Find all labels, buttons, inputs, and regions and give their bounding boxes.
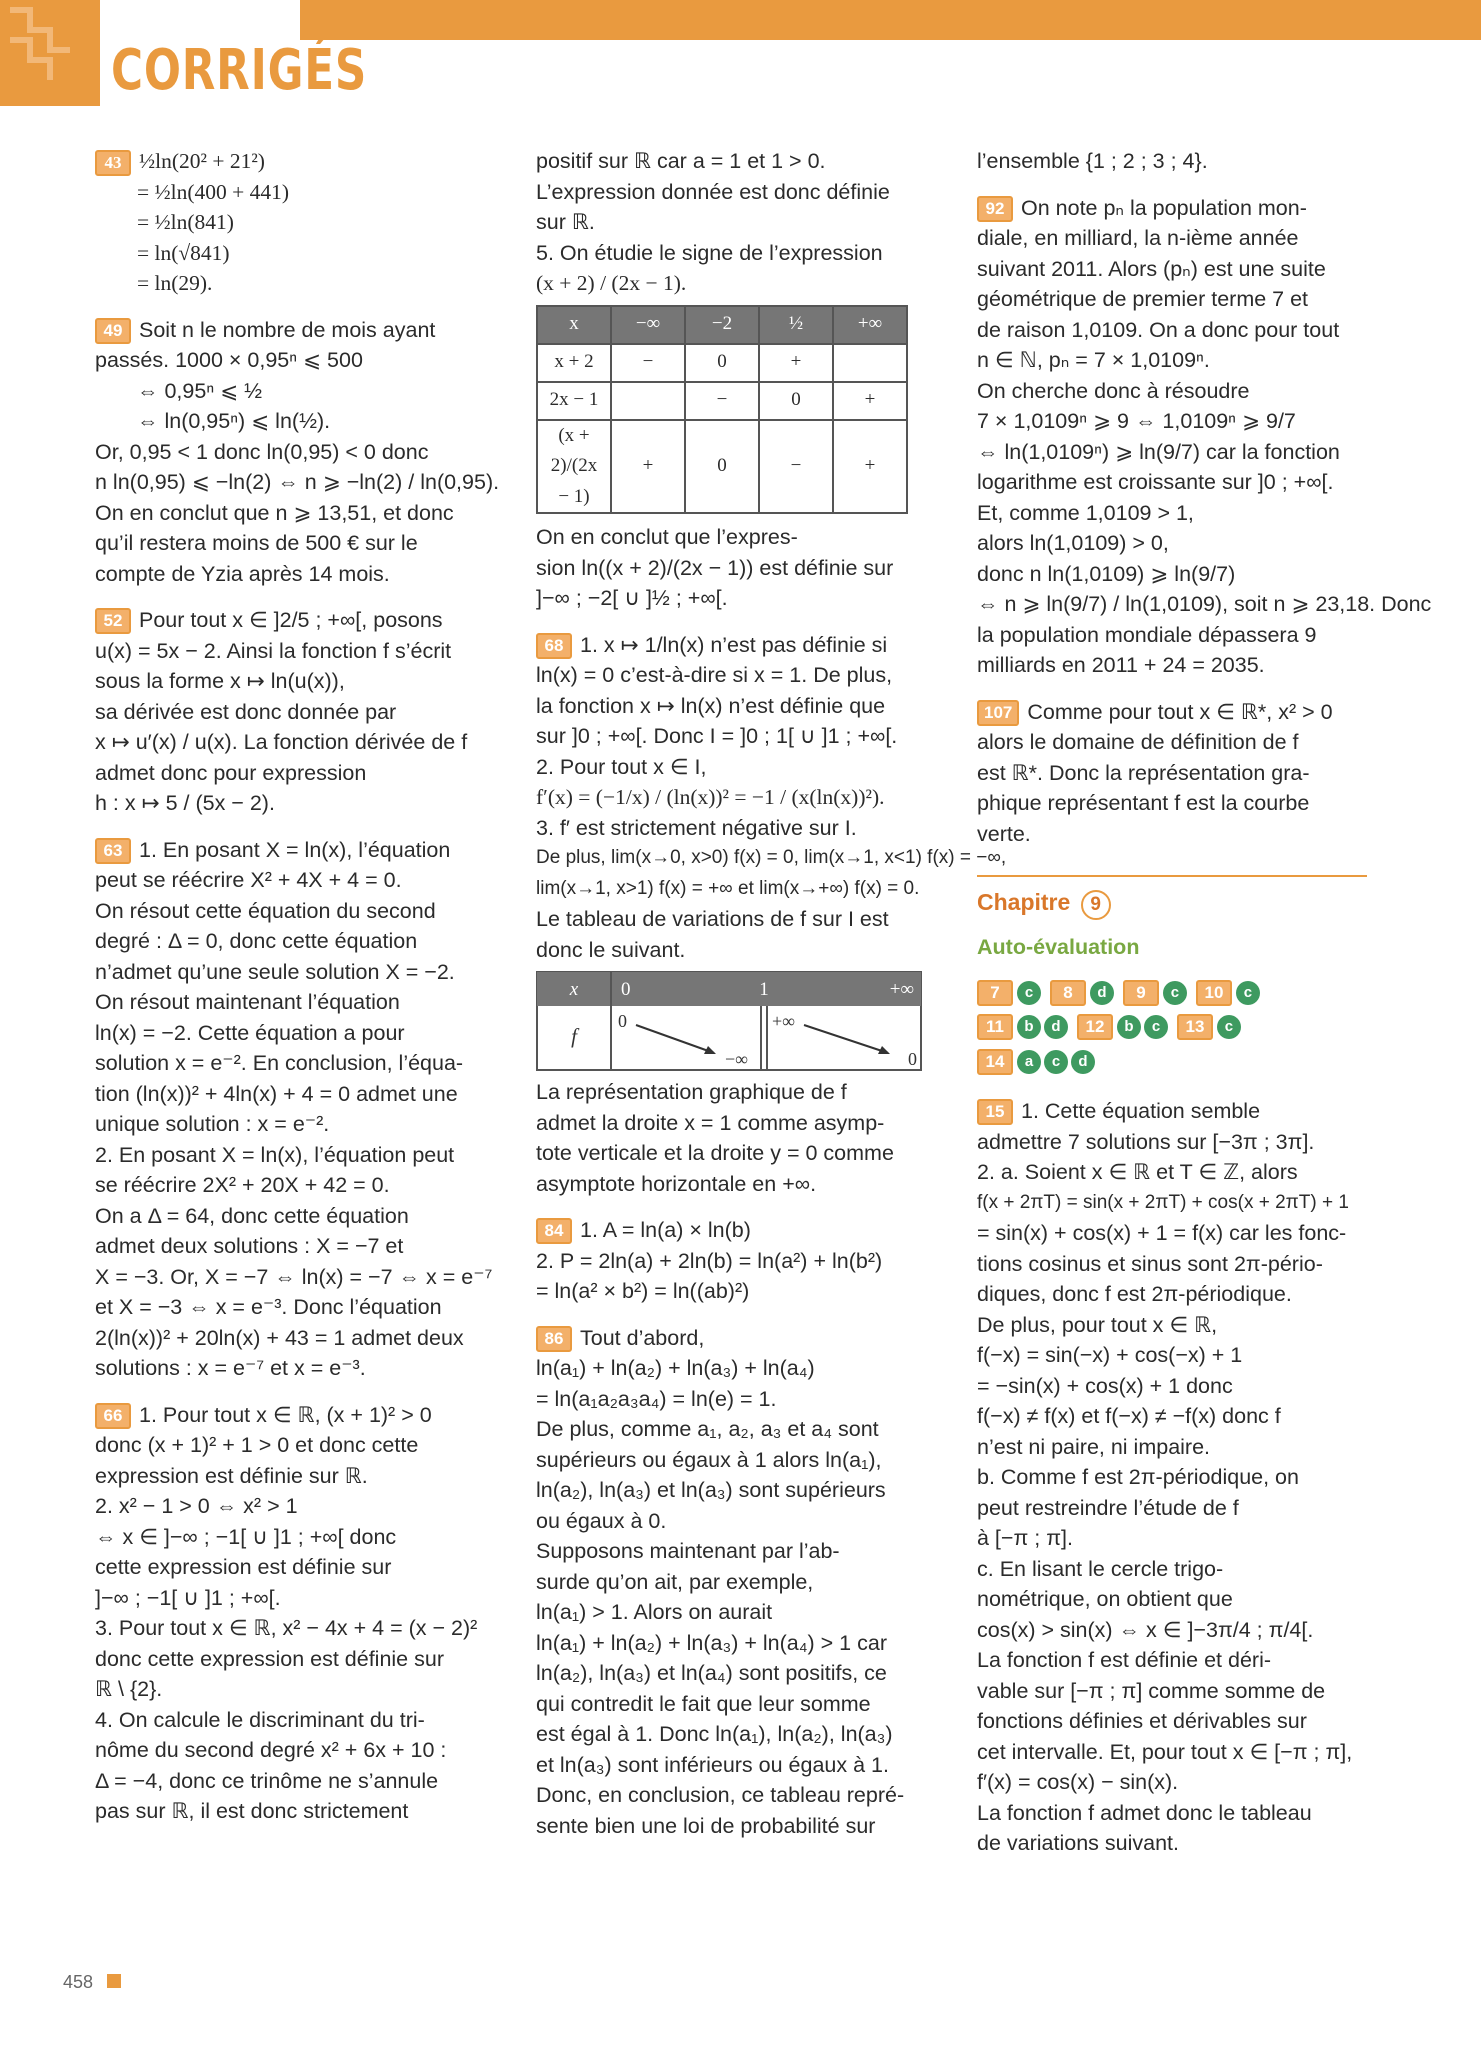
question-number: 14 <box>977 1049 1013 1075</box>
text-line: sa dérivée est donc donnée par <box>95 699 397 724</box>
exercise-92 <box>977 193 1432 681</box>
var-x-label: x <box>569 979 579 1000</box>
question-number: 8 <box>1050 980 1086 1006</box>
var-x-value: +∞ <box>889 979 914 1000</box>
text-line: = ln(a₁a₂a₃a₄) = ln(e) = 1. <box>536 1386 777 1411</box>
text-line: tion (ln(x))² + 4ln(x) + 4 = 0 admet une <box>95 1081 458 1106</box>
column-3 <box>977 146 1432 1875</box>
text-line: passés. 1000 × 0,95ⁿ ⩽ 500 <box>95 348 363 372</box>
text-line: La fonction f admet donc le tableau <box>977 1800 1312 1825</box>
text-line: Comme pour tout x ∈ ℝ*, x² > 0 <box>1027 699 1333 724</box>
question-number: 11 <box>977 1014 1013 1040</box>
text-line: sente bien une loi de probabilité sur <box>536 1813 876 1838</box>
chapter-heading <box>977 875 1367 920</box>
text-line: surde qu’on ait, par exemple, <box>536 1569 814 1594</box>
text-line: l’ensemble {1 ; 2 ; 3 ; 4}. <box>977 149 1208 173</box>
text-line: On note pₙ la population mon- <box>1021 195 1307 220</box>
exercise-number: 49 <box>95 318 131 344</box>
exercise-number: 63 <box>95 838 131 864</box>
text-line: f′(x) = (−1/x) / (ln(x))² = −1 / (x(ln(x))²). <box>536 785 885 809</box>
answer-badge: c <box>1017 981 1041 1005</box>
text-line: expression est définie sur ℝ. <box>95 1463 368 1488</box>
text-line: De plus, comme a₁, a₂, a₃ et a₄ sont <box>536 1417 879 1441</box>
text-line: ⇔ ln(0,95ⁿ) ⩽ ln(½). <box>137 409 331 433</box>
text-line: = −sin(x) + cos(x) + 1 donc <box>977 1373 1233 1398</box>
text-line: 2. Pour tout x ∈ I, <box>536 754 707 779</box>
text-line: De plus, lim(x→0, x>0) f(x) = 0, lim(x→1, x<1) f(x) = −∞, <box>536 847 1007 868</box>
text-line: ½ln(20² + 21²) <box>139 149 265 173</box>
text-line: est ℝ*. Donc la représentation gra- <box>977 760 1310 785</box>
text-line: ⇔ ln(1,0109ⁿ) ⩾ ln(9/7) car la fonction <box>977 439 1340 464</box>
text-line: x ↦ u′(x) / u(x). La fonction dérivée de f <box>95 730 468 754</box>
text-line: verte. <box>977 821 1031 846</box>
text-line: f(x + 2πT) = sin(x + 2πT) + cos(x + 2πT) + 1 <box>977 1191 1349 1213</box>
text-line: cet intervalle. Et, pour tout x ∈ [−π ; π], <box>977 1739 1353 1764</box>
text-line: nométrique, on obtient que <box>977 1587 1233 1611</box>
text-line: 1. Cette équation semble <box>1021 1099 1261 1123</box>
table-cell: + <box>759 344 833 382</box>
text-line: ]−∞ ; −2[ ∪ ]½ ; +∞[. <box>536 586 728 610</box>
text-line: cette expression est définie sur <box>95 1555 392 1579</box>
text-line: sion ln((x + 2)/(2x − 1)) est définie sur <box>536 555 894 580</box>
exercise-49 <box>95 315 500 590</box>
text-line: peut se réécrire X² + 4X + 4 = 0. <box>95 868 402 892</box>
exercise-43 <box>95 146 485 299</box>
autoeval-row <box>977 977 1367 1008</box>
text-line: fonctions définies et dérivables sur <box>977 1709 1307 1733</box>
exercise-number: 52 <box>95 608 131 634</box>
table-cell: − <box>611 344 685 382</box>
exercise-84 <box>536 1215 926 1307</box>
autoeval-title: Auto-évaluation <box>977 935 1140 959</box>
text-line: solutions : x = e⁻⁷ et x = e⁻³. <box>95 1356 366 1380</box>
text-line: donc le suivant. <box>536 937 686 962</box>
table-cell: (x + 2)/(2x − 1) <box>537 420 611 514</box>
corner-logo <box>0 0 100 106</box>
table-cell <box>833 344 907 382</box>
text-line: donc cette expression est définie sur <box>95 1646 444 1671</box>
footer-square <box>107 1974 121 1988</box>
answer-badge: d <box>1071 1050 1095 1074</box>
text-line: tote verticale et la droite y = 0 comme <box>536 1141 894 1165</box>
text-line: de variations suivant. <box>977 1831 1179 1855</box>
text-line: est égal à 1. Donc ln(a₁), ln(a₂), ln(a₃) <box>536 1722 893 1746</box>
text-line: 2. x² − 1 > 0 ⇔ x² > 1 <box>95 1494 298 1518</box>
text-line: supérieurs ou égaux à 1 alors ln(a₁), <box>536 1447 882 1472</box>
text-line: ln(x) = −2. Cette équation a pour <box>95 1020 405 1045</box>
exercise-52 <box>95 605 485 819</box>
exercise-63 <box>95 835 493 1384</box>
exercise-number: 92 <box>977 196 1013 222</box>
text-line: géométrique de premier terme 7 et <box>977 287 1309 311</box>
column-1 <box>95 146 500 1843</box>
text-line: qu’il restera moins de 500 € sur le <box>95 531 418 555</box>
text-line: Soit n le nombre de mois ayant <box>139 317 436 342</box>
text-line: u(x) = 5x − 2. Ainsi la fonction f s’écrit <box>95 638 452 663</box>
text-line: asymptote horizontale en +∞. <box>536 1171 817 1196</box>
text-line: admettre 7 solutions sur [−3π ; 3π]. <box>977 1129 1315 1154</box>
text-line: n’est ni paire, ni impaire. <box>977 1434 1211 1459</box>
table-cell: + <box>611 420 685 514</box>
variation-table <box>536 971 922 1071</box>
exercise-15 <box>977 1096 1367 1859</box>
text-line: n ∈ ℕ, pₙ = 7 × 1,0109ⁿ. <box>977 348 1210 372</box>
exercise-107 <box>977 697 1367 850</box>
text-line: alors ln(1,0109) > 0, <box>977 531 1169 555</box>
text-line: Δ = −4, donc ce trinôme ne s’annule <box>95 1768 439 1793</box>
text-line: ]−∞ ; −1[ ∪ ]1 ; +∞[. <box>95 1585 281 1610</box>
var-x-value: 0 <box>621 979 631 1000</box>
chapter-label: Chapitre <box>977 889 1071 915</box>
decreasing-arrow <box>804 1025 888 1053</box>
text-line: phique représentant f est la courbe <box>977 791 1310 815</box>
text-line: ⇔ n ⩾ ln(9/7) / ln(1,0109), soit n ⩾ 23,18. Donc <box>977 592 1432 616</box>
text-line: ou égaux à 0. <box>536 1508 667 1533</box>
table-cell: 2x − 1 <box>537 382 611 420</box>
text-line: 7 × 1,0109ⁿ ⩾ 9 ⇔ 1,0109ⁿ ⩾ 9/7 <box>977 409 1296 433</box>
question-number: 7 <box>977 980 1013 1006</box>
header-bar <box>300 0 1481 40</box>
text-line: L’expression donnée est donc définie <box>536 179 890 204</box>
answer-badge: c <box>1044 1050 1068 1074</box>
var-f-value: 0 <box>618 1011 627 1031</box>
text-line: admet deux solutions : X = −7 et <box>95 1234 404 1258</box>
text-line: de raison 1,0109. On a donc pour tout <box>977 317 1340 342</box>
text-line: On résout maintenant l’équation <box>95 990 400 1014</box>
text-line: 3. f′ est strictement négative sur I. <box>536 815 857 840</box>
chapter-number: 9 <box>1081 890 1111 920</box>
text-line: X = −3. Or, X = −7 ⇔ ln(x) = −7 ⇔ x = e⁻⁷ <box>95 1264 493 1289</box>
sign-table <box>536 305 908 515</box>
question-number: 13 <box>1177 1014 1213 1040</box>
answer-badge: c <box>1144 1015 1168 1039</box>
exercise-number: 15 <box>977 1099 1013 1125</box>
answer-badge: d <box>1090 981 1114 1005</box>
exercise-number: 107 <box>977 700 1019 726</box>
var-f-label: f <box>571 1024 577 1048</box>
text-line: Et, comme 1,0109 > 1, <box>977 500 1194 525</box>
var-f-value: 0 <box>908 1049 917 1069</box>
exercise-number: 86 <box>536 1326 572 1352</box>
table-header-cell: −2 <box>685 306 759 344</box>
text-line: On résout cette équation du second <box>95 898 436 923</box>
text-line: La représentation graphique de f <box>536 1080 847 1104</box>
text-line: = ln(29). <box>137 271 213 295</box>
text-line: admet la droite x = 1 comme asymp- <box>536 1110 885 1135</box>
text-line: 1. Pour tout x ∈ ℝ, (x + 1)² > 0 <box>139 1402 432 1427</box>
text-line: (x + 2) / (2x − 1). <box>536 271 687 295</box>
var-x-value: 1 <box>759 979 769 1000</box>
exercise-86 <box>536 1323 926 1842</box>
page-title: CORRIGÉS <box>111 38 368 103</box>
table-cell <box>611 382 685 420</box>
answer-badge: c <box>1163 981 1187 1005</box>
table-cell: + <box>833 382 907 420</box>
text-line: b. Comme f est 2π-périodique, on <box>977 1465 1299 1489</box>
exercise-number: 68 <box>536 633 572 659</box>
exercise-number: 84 <box>536 1218 572 1244</box>
text-line: lim(x→1, x>1) f(x) = +∞ et lim(x→+∞) f(x) = 0. <box>536 877 920 899</box>
text-line: La fonction f est définie et déri- <box>977 1648 1272 1672</box>
table-row <box>537 420 907 514</box>
exercise-number: 66 <box>95 1403 131 1429</box>
exercise-66 <box>95 1400 485 1827</box>
text-line: Pour tout x ∈ ]2/5 ; +∞[, posons <box>139 608 443 632</box>
autoeval-row <box>977 1011 1367 1042</box>
text-line: ln(a₁) + ln(a₂) + ln(a₃) + ln(a₄) <box>536 1356 815 1380</box>
text-line: diques, donc f est 2π-périodique. <box>977 1282 1292 1306</box>
text-line: ln(a₂), ln(a₃) et ln(a₄) sont positifs, ce <box>536 1661 887 1685</box>
text-line: ℝ \ {2}. <box>95 1677 163 1701</box>
question-number: 10 <box>1196 980 1232 1006</box>
text-line: cos(x) > sin(x) ⇔ x ∈ ]−3π/4 ; π/4[. <box>977 1617 1314 1642</box>
text-line: se réécrire 2X² + 20X + 42 = 0. <box>95 1173 390 1197</box>
text-line: logarithme est croissante sur ]0 ; +∞[. <box>977 470 1334 494</box>
text-line: 2. P = 2ln(a) + 2ln(b) = ln(a²) + ln(b²) <box>536 1248 883 1273</box>
table-header-cell: ½ <box>759 306 833 344</box>
page-number: 458 <box>63 1972 94 1992</box>
text-line: pas sur ℝ, il est donc strictement <box>95 1799 409 1823</box>
text-line: solution x = e⁻². En conclusion, l’équa- <box>95 1051 464 1075</box>
text-line: tions cosinus et sinus sont 2π-pério- <box>977 1251 1323 1276</box>
table-cell: − <box>685 382 759 420</box>
text-line: compte de Yzia après 14 mois. <box>95 561 390 586</box>
text-line: positif sur ℝ car a = 1 et 1 > 0. <box>536 149 826 173</box>
table-cell: x + 2 <box>537 344 611 382</box>
exercise-number: 43 <box>95 150 131 176</box>
text-line: qui contredit le fait que leur somme <box>536 1691 871 1716</box>
decreasing-arrow <box>636 1025 714 1053</box>
text-line: et X = −3 ⇔ x = e⁻³. Donc l’équation <box>95 1295 442 1319</box>
text-line: sous la forme x ↦ ln(u(x)), <box>95 669 345 693</box>
text-line: f(−x) = sin(−x) + cos(−x) + 1 <box>977 1343 1243 1367</box>
text-line: Tout d’abord, <box>580 1325 705 1350</box>
answer-badge: c <box>1217 1015 1241 1039</box>
text-line: Supposons maintenant par l’ab- <box>536 1539 840 1563</box>
text-line: donc (x + 1)² + 1 > 0 et donc cette <box>95 1433 419 1457</box>
text-line: n’admet qu’une seule solution X = −2. <box>95 959 455 984</box>
table-header-cell: x <box>537 306 611 344</box>
text-line: On cherche donc à résoudre <box>977 378 1250 403</box>
text-line: alors le domaine de définition de f <box>977 730 1299 754</box>
text-line: = ½ln(841) <box>137 210 234 234</box>
text-line: nôme du second degré x² + 6x + 10 : <box>95 1738 447 1762</box>
text-line: milliards en 2011 + 24 = 2035. <box>977 653 1265 677</box>
text-line: 2(ln(x))² + 20ln(x) + 43 = 1 admet deux <box>95 1325 464 1350</box>
text-line: ⇔ 0,95ⁿ ⩽ ½ <box>137 378 263 403</box>
text-line: peut restreindre l’étude de f <box>977 1495 1239 1520</box>
text-line: sur ℝ. <box>536 210 595 234</box>
text-line: f(−x) ≠ f(x) et f(−x) ≠ −f(x) donc f <box>977 1404 1281 1428</box>
text-line: n ln(0,95) ⩽ −ln(2) ⇔ n ⩾ −ln(2) / ln(0,95). <box>95 470 500 494</box>
text-line: 1. En posant X = ln(x), l’équation <box>139 837 451 862</box>
text-line: ⇔ x ∈ ]−∞ ; −1[ ∪ ]1 ; +∞[ donc <box>95 1524 397 1549</box>
text-line: ln(a₂), ln(a₃) et ln(a₃) sont supérieurs <box>536 1478 886 1502</box>
answer-badge: b <box>1117 1015 1141 1039</box>
table-header-cell: −∞ <box>611 306 685 344</box>
text-line: diale, en milliard, la n-ième année <box>977 226 1299 250</box>
table-cell: + <box>833 420 907 514</box>
var-f-value: −∞ <box>725 1049 748 1069</box>
table-row <box>537 344 907 382</box>
text-line: Or, 0,95 < 1 donc ln(0,95) < 0 donc <box>95 439 429 464</box>
text-line: donc n ln(1,0109) ⩾ ln(9/7) <box>977 561 1236 586</box>
text-line: 2. En posant X = ln(x), l’équation peut <box>95 1142 455 1167</box>
text-line: suivant 2011. Alors (pₙ) est une suite <box>977 256 1326 281</box>
table-row <box>537 382 907 420</box>
text-line: On en conclut que n ⩾ 13,51, et donc <box>95 500 454 525</box>
text-line: admet donc pour expression <box>95 760 367 785</box>
question-number: 12 <box>1077 1014 1113 1040</box>
text-line: 1. A = ln(a) × ln(b) <box>580 1218 751 1242</box>
var-f-value: +∞ <box>772 1011 795 1031</box>
text-line: 4. On calcule le discriminant du tri- <box>95 1707 425 1732</box>
answer-badge: a <box>1017 1050 1041 1074</box>
text-line: h : x ↦ 5 / (5x − 2). <box>95 791 275 815</box>
text-line: = ln(a² × b²) = ln((ab)²) <box>536 1279 750 1303</box>
text-line: Le tableau de variations de f sur I est <box>536 907 889 931</box>
text-line: ln(a₁) + ln(a₂) + ln(a₃) + ln(a₄) > 1 car <box>536 1630 887 1655</box>
text-line: = ½ln(400 + 441) <box>137 179 290 204</box>
text-line: = sin(x) + cos(x) + 1 = f(x) car les fonc- <box>977 1221 1347 1245</box>
text-line: unique solution : x = e⁻². <box>95 1112 330 1136</box>
text-line: degré : Δ = 0, donc cette équation <box>95 929 418 953</box>
text-line: ln(x) = 0 c’est-à-dire si x = 1. De plus, <box>536 663 893 687</box>
text-line: Donc, en conclusion, ce tableau repré- <box>536 1783 905 1807</box>
table-cell: − <box>759 420 833 514</box>
table-cell: 0 <box>685 344 759 382</box>
table-cell: 0 <box>759 382 833 420</box>
text-line: 3. Pour tout x ∈ ℝ, x² − 4x + 4 = (x − 2)² <box>95 1616 478 1640</box>
text-line: 2. a. Soient x ∈ ℝ et T ∈ ℤ, alors <box>977 1160 1298 1184</box>
text-line: et ln(a₃) sont inférieurs ou égaux à 1. <box>536 1752 889 1777</box>
answer-badge: b <box>1017 1015 1041 1039</box>
text-line: la population mondiale dépassera 9 <box>977 622 1317 647</box>
text-line: 1. x ↦ 1/ln(x) n’est pas définie si <box>580 632 888 657</box>
text-line: On en conclut que l’expres- <box>536 525 798 549</box>
text-line: à [−π ; π]. <box>977 1526 1073 1550</box>
text-line: De plus, pour tout x ∈ ℝ, <box>977 1312 1218 1337</box>
question-number: 9 <box>1123 980 1159 1006</box>
text-line: On a Δ = 64, donc cette équation <box>95 1203 409 1228</box>
text-line: sur ]0 ; +∞[. Donc I = ]0 ; 1[ ∪ ]1 ; +∞[. <box>536 724 898 748</box>
text-line: vable sur [−π ; π] comme somme de <box>977 1678 1326 1703</box>
autoeval-row <box>977 1046 1367 1077</box>
text-line: = ln(√841) <box>137 240 230 265</box>
answer-badge: c <box>1236 981 1260 1005</box>
text-line: f′(x) = cos(x) − sin(x). <box>977 1770 1179 1794</box>
table-header-cell: +∞ <box>833 306 907 344</box>
text-line: 5. On étudie le signe de l’expression <box>536 240 883 265</box>
text-line: ln(a₁) > 1. Alors on aurait <box>536 1600 773 1624</box>
text-line: la fonction x ↦ ln(x) n’est définie que <box>536 693 886 718</box>
answer-badge: d <box>1044 1015 1068 1039</box>
text-line: c. En lisant le cercle trigo- <box>977 1556 1224 1581</box>
table-cell: 0 <box>685 420 759 514</box>
